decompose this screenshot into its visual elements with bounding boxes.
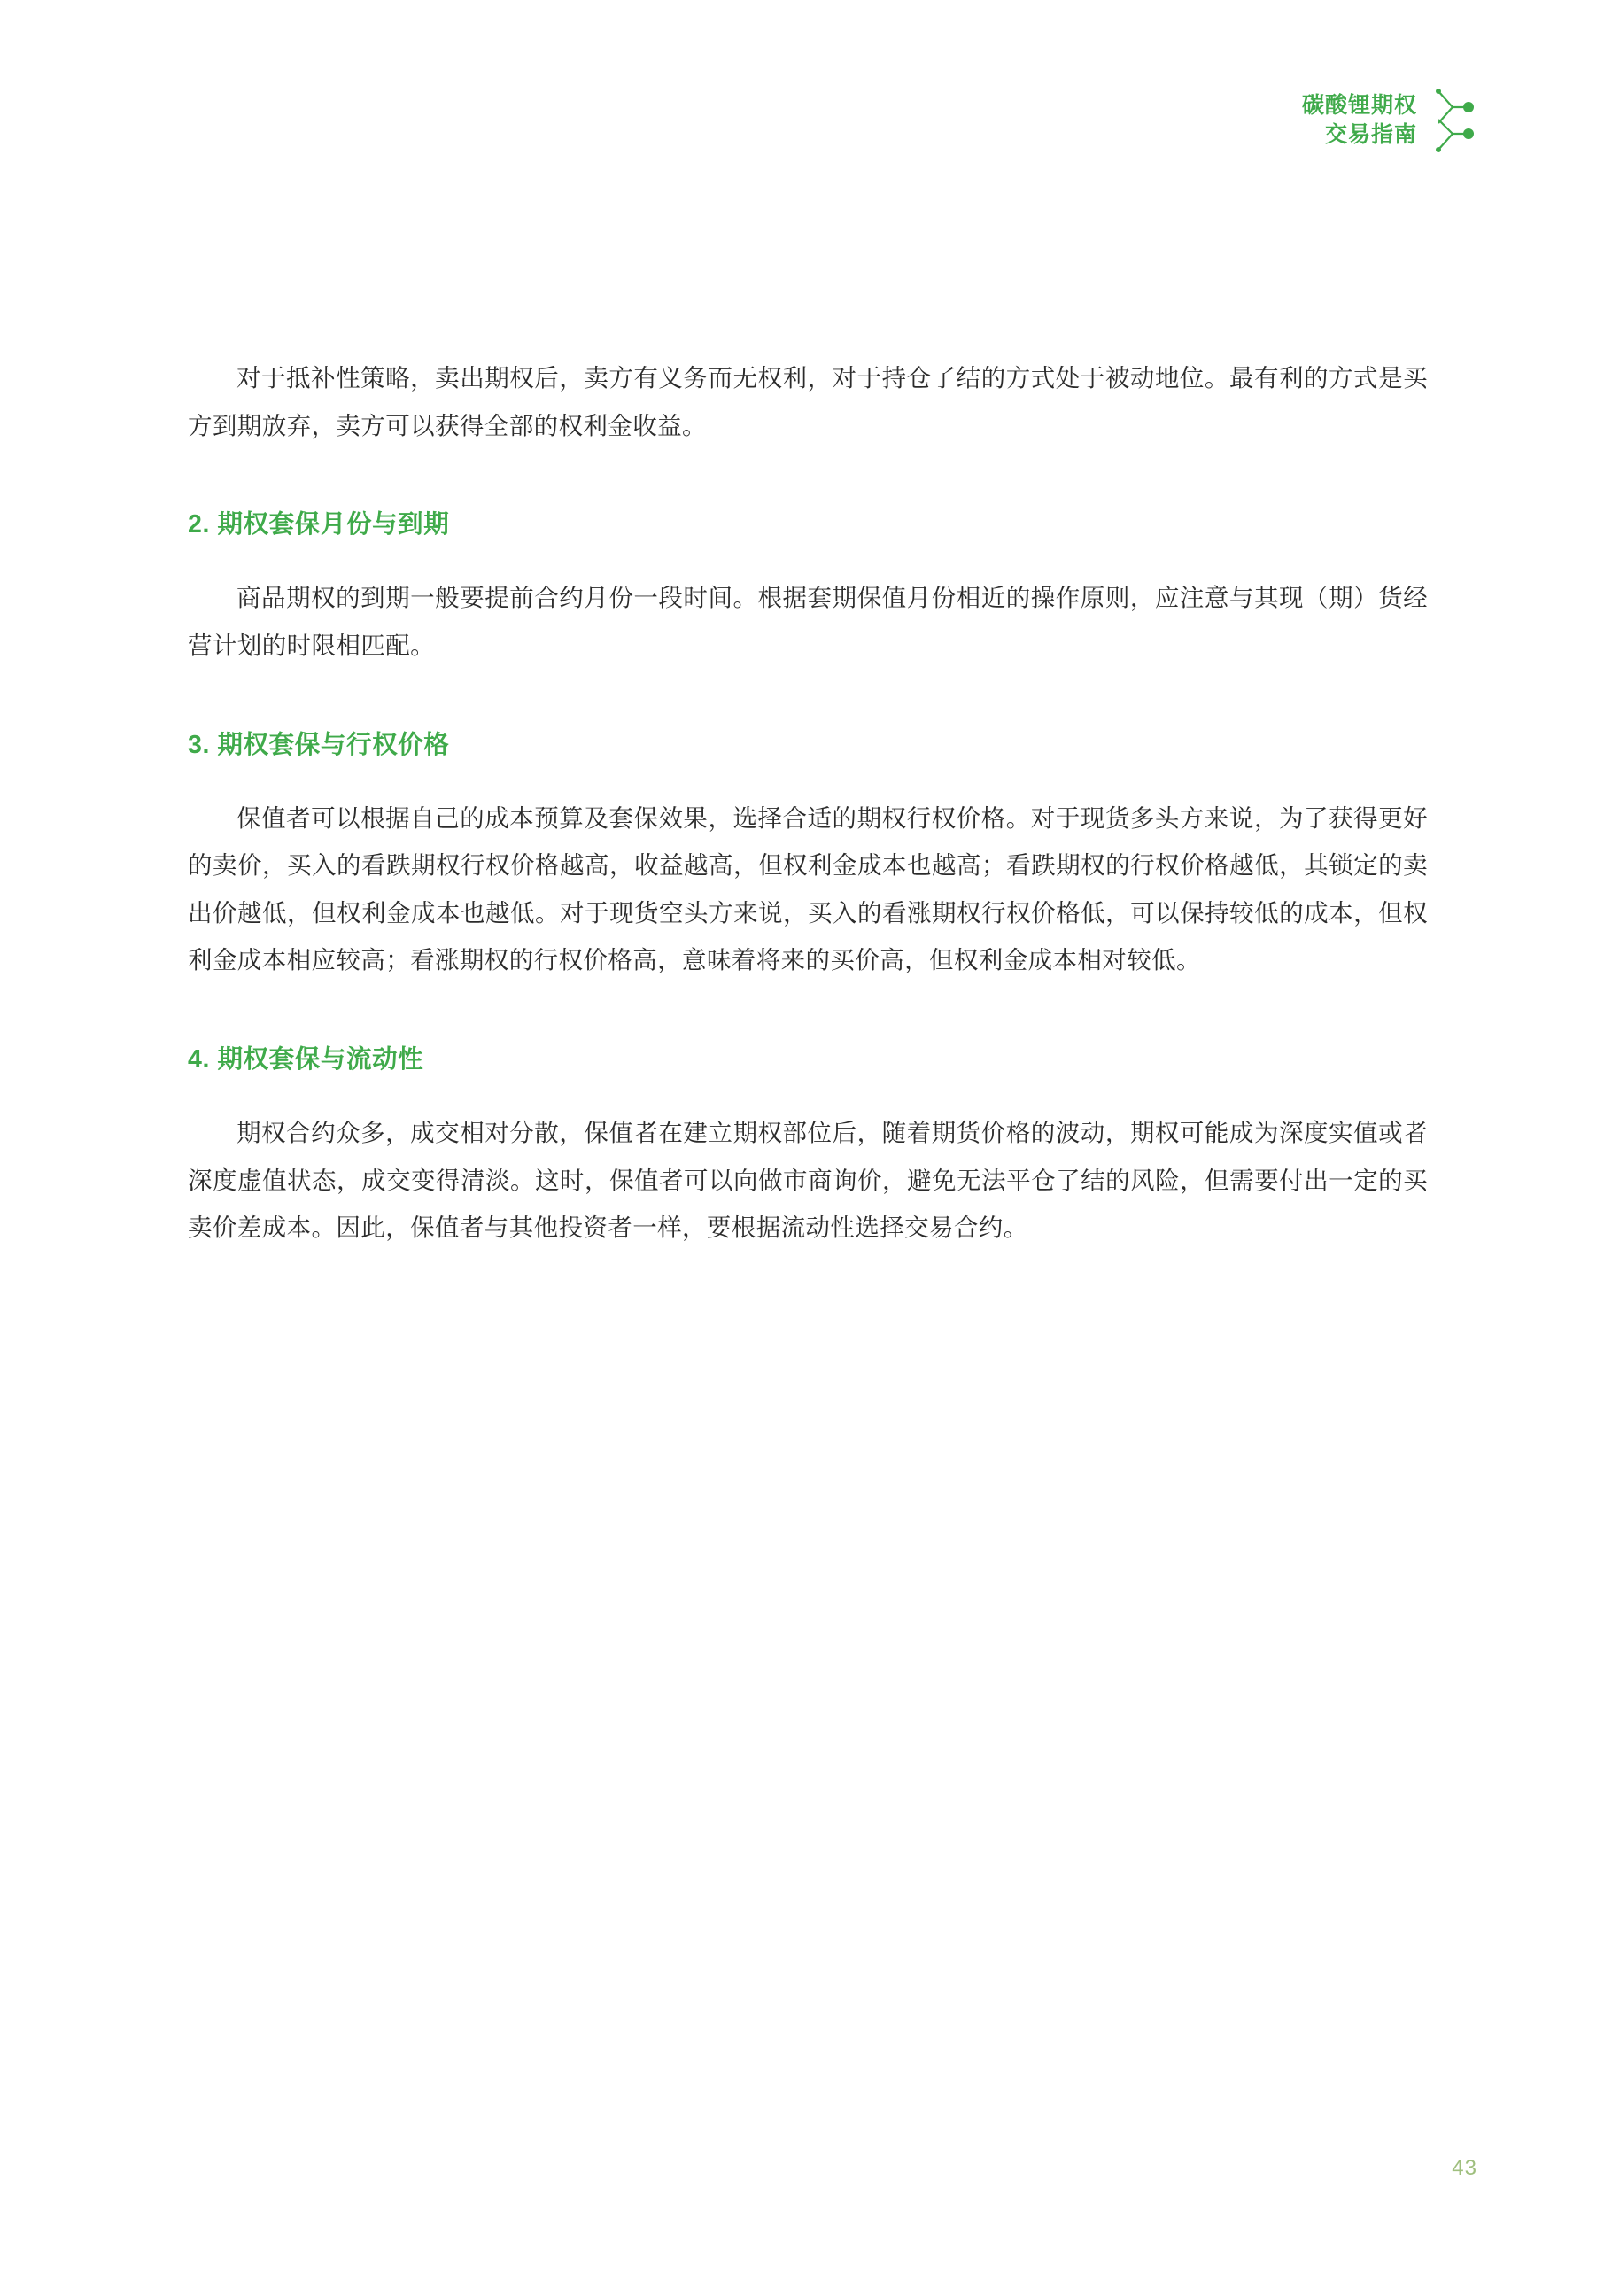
spacer — [188, 984, 1428, 1039]
header-logo — [1302, 84, 1477, 157]
logo-line-primary: 碳酸锂期权 — [1301, 93, 1417, 118]
section-heading-4: 4. 期权套保与流动性 — [188, 1045, 424, 1074]
spacer — [188, 670, 1428, 725]
paragraph-section-2: 商品期权的到期一般要提前合约月份一段时间。根据套期保值月份相近的操作原则，应注意与其现（期）货经营计划的时限相匹配。 — [188, 584, 1428, 659]
spacer — [188, 540, 1428, 574]
page-number: 43 — [1452, 2156, 1477, 2180]
section-heading-3: 3. 期权套保与行权价格 — [188, 730, 450, 759]
spacer — [188, 449, 1428, 504]
main-content — [188, 354, 1428, 1252]
spacer — [188, 761, 1428, 795]
section-heading-2: 2. 期权套保月份与到期 — [188, 510, 450, 539]
spacer — [188, 1075, 1428, 1109]
paragraph-intro: 对于抵补性策略，卖出期权后，卖方有义务而无权利，对于持仓了结的方式处于被动地位。最有利的方式是买方到期放弃，卖方可以获得全部的权利金收益。 — [188, 364, 1428, 439]
logo-line-secondary: 交易指南 — [1324, 122, 1417, 147]
node-network-icon — [1430, 84, 1477, 157]
logo-text — [1302, 91, 1417, 150]
paragraph-section-3: 保值者可以根据自己的成本预算及套保效果，选择合适的期权行权价格。对于现货多头方来说，为了获得更好的卖价，买入的看跌期权行权价格越高，收益越高，但权利金成本也越高；看跌期权的行权价格越低，其锁定的卖出价越低，但权利金成本也越低。对于现货空头方来说，买入的看涨期权行权价格低，可以保持较低的成本，但权利金成本相应较高；看涨期权的行权价格高，意味着将来的买价高，但权利金成本相对较低。 — [188, 803, 1428, 974]
paragraph-section-4: 期权合约众多，成交相对分散，保值者在建立期权部位后，随着期货价格的波动，期权可能成为深度实值或者深度虚值状态，成交变得清淡。这时，保值者可以向做市商询价，避免无法平仓了结的风险，但需要付出一定的买卖价差成本。因此，保值者与其他投资者一样，要根据流动性选择交易合约。 — [188, 1119, 1428, 1242]
